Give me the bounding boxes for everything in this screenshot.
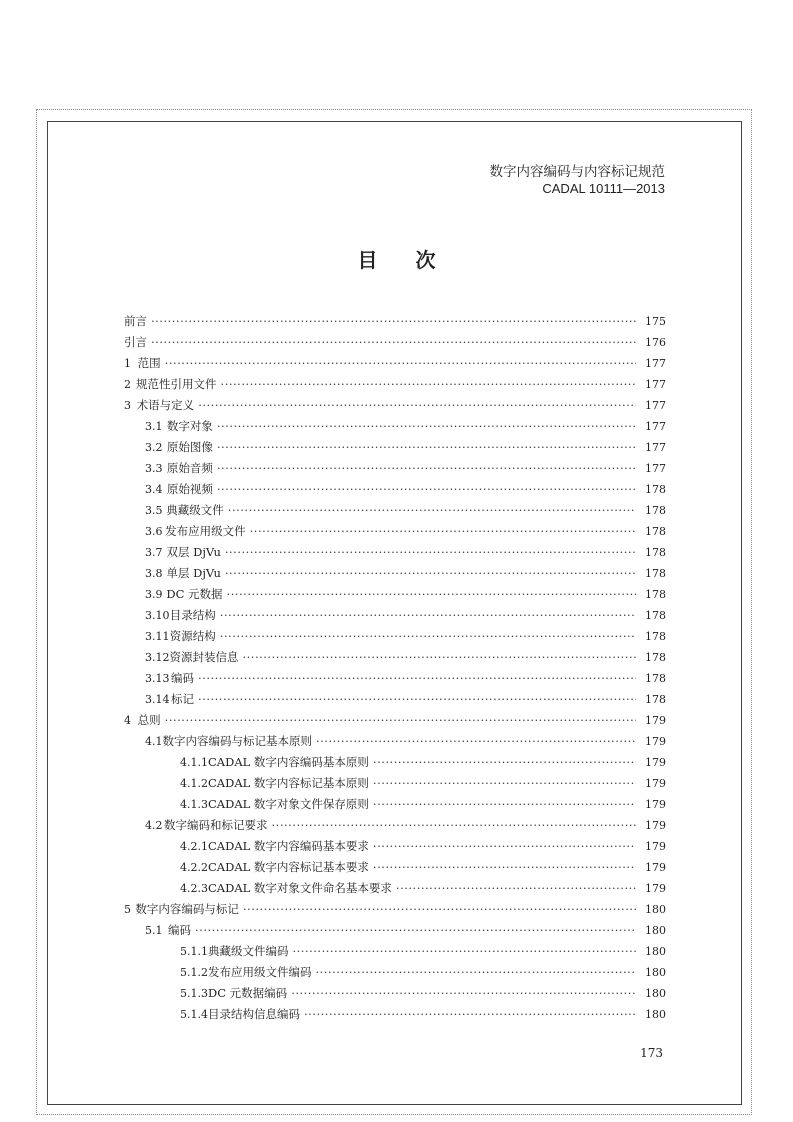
toc-entry-title: CADAL 数字对象文件命名基本要求: [208, 881, 392, 895]
toc-entry-page: 179: [645, 756, 666, 769]
toc-entry[interactable]: [124, 626, 666, 647]
toc-entry-title: 单层 DjVu: [166, 566, 221, 580]
toc-entry-number: 4: [124, 714, 131, 727]
toc-entry-title: 资源封装信息: [169, 650, 239, 664]
toc-entry-page: 179: [645, 735, 666, 748]
toc-entry-page: 177: [645, 462, 666, 475]
toc-entry-title: 发布应用级文件: [165, 524, 246, 538]
toc-entry-number: 5.1.2: [180, 966, 208, 979]
toc-entry-page: 177: [645, 357, 666, 370]
toc-entry-title: CADAL 数字内容标记基本原则: [208, 776, 369, 790]
dot-leader: [243, 899, 636, 920]
toc-entry-page: 180: [645, 924, 666, 937]
dot-leader: [227, 584, 636, 605]
toc-entry-page: 177: [645, 441, 666, 454]
toc-entry[interactable]: [124, 983, 666, 1004]
table-of-contents: [124, 311, 666, 1025]
toc-entry-number: 2: [124, 378, 131, 391]
dot-leader: [165, 710, 636, 731]
dot-leader: [316, 962, 637, 983]
toc-entry-title: 发布应用级文件编码: [208, 965, 312, 979]
toc-entry-title: 术语与定义: [136, 398, 195, 412]
toc-entry[interactable]: [124, 752, 666, 773]
toc-entry-number: 3.13: [145, 672, 170, 685]
toc-entry-page: 177: [645, 378, 666, 391]
standard-code: CADAL 10111—2013: [542, 181, 665, 196]
dot-leader: [198, 668, 636, 689]
toc-entry-title: 原始图像: [166, 440, 213, 454]
toc-entry-title: 典藏级文件: [166, 503, 224, 517]
dot-leader: [304, 1004, 636, 1025]
toc-entry-title: 规范性引用文件: [136, 377, 217, 391]
page-number: 173: [640, 1046, 663, 1060]
toc-entry-page: 180: [645, 945, 666, 958]
dot-leader: [373, 794, 636, 815]
toc-entry[interactable]: [124, 332, 666, 353]
toc-entry-number: 4.1.1: [180, 756, 208, 769]
toc-entry-page: 178: [645, 630, 666, 643]
dot-leader: [198, 395, 636, 416]
toc-entry-number: 3: [124, 399, 131, 412]
toc-entry-page: 179: [645, 861, 666, 874]
toc-entry[interactable]: [124, 479, 666, 500]
toc-entry-title: CADAL 数字内容编码基本要求: [208, 839, 369, 853]
toc-entry[interactable]: [124, 458, 666, 479]
toc-entry[interactable]: [124, 836, 666, 857]
toc-entry-page: 180: [645, 987, 666, 1000]
toc-entry-number: 4.2.3: [180, 882, 208, 895]
toc-entry-number: 4.1.3: [180, 798, 208, 811]
toc-entry-title: 数字内容编码与标记基本原则: [162, 734, 312, 748]
toc-entry-title: 编码: [168, 923, 192, 937]
dot-leader: [293, 941, 637, 962]
toc-entry-number: 3.10: [145, 609, 170, 622]
toc-entry[interactable]: [124, 878, 666, 899]
toc-entry-number: 4.2: [145, 819, 163, 832]
toc-entry-number: 3.7: [145, 546, 163, 559]
toc-entry-number: 5: [124, 903, 131, 916]
standard-title: 数字内容编码与内容标记规范: [489, 164, 665, 180]
toc-entry-number: 1: [124, 357, 131, 370]
toc-entry-page: 178: [645, 525, 666, 538]
toc-entry-page: 177: [645, 420, 666, 433]
toc-entry-number: 3.14: [145, 693, 170, 706]
toc-entry-page: 179: [645, 840, 666, 853]
toc-entry[interactable]: [124, 794, 666, 815]
toc-entry-page: 178: [645, 546, 666, 559]
toc-entry-number: 3.11: [145, 630, 170, 643]
toc-entry[interactable]: [124, 710, 666, 731]
toc-entry-number: 4.2.1: [180, 840, 208, 853]
toc-entry-page: 178: [645, 483, 666, 496]
toc-entry-number: 5.1: [145, 924, 163, 937]
toc-entry[interactable]: [124, 311, 666, 332]
toc-entry[interactable]: [124, 416, 666, 437]
toc-entry[interactable]: [124, 899, 666, 920]
toc-entry-title: 原始视频: [166, 482, 213, 496]
toc-entry-page: 180: [645, 903, 666, 916]
toc-entry[interactable]: [124, 374, 666, 395]
dot-leader: [272, 815, 636, 836]
toc-entry-page: 178: [645, 651, 666, 664]
dot-leader: [165, 353, 636, 374]
toc-entry-page: 178: [645, 504, 666, 517]
dot-leader: [220, 626, 636, 647]
toc-entry-page: 179: [645, 819, 666, 832]
toc-entry-title: 原始音频: [166, 461, 213, 475]
dot-leader: [217, 479, 636, 500]
dot-leader: [151, 311, 636, 332]
toc-entry[interactable]: [124, 857, 666, 878]
toc-entry-number: 5.1.1: [180, 945, 208, 958]
toc-entry-number: 5.1.4: [180, 1008, 208, 1021]
toc-entry-title: 数字对象: [166, 419, 213, 433]
dot-leader: [373, 836, 636, 857]
toc-entry[interactable]: [124, 521, 666, 542]
toc-entry-number: 4.2.2: [180, 861, 208, 874]
toc-entry[interactable]: [124, 1004, 666, 1025]
dot-leader: [250, 521, 636, 542]
toc-entry-title: DC 元数据编码: [208, 986, 288, 1000]
toc-entry[interactable]: [124, 584, 666, 605]
toc-entry-number: 3.6: [145, 525, 163, 538]
toc-entry-title: 数字内容编码与标记: [135, 902, 239, 916]
toc-entry-page: 180: [645, 1008, 666, 1021]
dot-leader: [243, 647, 637, 668]
toc-entry-number: 3.9: [145, 588, 163, 601]
toc-entry-page: 179: [645, 798, 666, 811]
toc-entry-title: 目录结构: [169, 608, 216, 622]
toc-entry-number: 3.12: [145, 651, 170, 664]
toc-entry-title: 范围: [137, 356, 161, 370]
dot-leader: [396, 878, 636, 899]
toc-entry[interactable]: [124, 563, 666, 584]
toc-entry[interactable]: [124, 668, 666, 689]
toc-entry[interactable]: [124, 773, 666, 794]
toc-entry-page: 179: [645, 777, 666, 790]
toc-entry-title: 标记: [171, 692, 195, 706]
toc-entry-title: 总则: [137, 713, 161, 727]
dot-leader: [225, 563, 636, 584]
dot-leader: [291, 983, 636, 1004]
dot-leader: [225, 542, 636, 563]
toc-heading: 目次: [357, 248, 474, 272]
dot-leader: [151, 332, 636, 353]
toc-entry-title: 典藏级文件编码: [208, 944, 289, 958]
toc-entry-page: 178: [645, 588, 666, 601]
dot-leader: [220, 605, 636, 626]
toc-entry-page: 178: [645, 693, 666, 706]
toc-entry[interactable]: [124, 353, 666, 374]
toc-entry-title: 引言: [124, 335, 147, 349]
dot-leader: [198, 689, 636, 710]
toc-entry[interactable]: [124, 542, 666, 563]
dot-leader: [217, 458, 636, 479]
toc-entry-number: 3.5: [145, 504, 163, 517]
toc-entry-number: 5.1.3: [180, 987, 208, 1000]
dot-leader: [373, 752, 636, 773]
toc-entry-title: 目录结构信息编码: [208, 1007, 300, 1021]
toc-entry-number: 3.1: [145, 420, 163, 433]
toc-entry-page: 180: [645, 966, 666, 979]
toc-entry[interactable]: [124, 920, 666, 941]
dot-leader: [217, 416, 636, 437]
toc-entry-page: 177: [645, 399, 666, 412]
toc-entry[interactable]: [124, 941, 666, 962]
toc-entry-title: CADAL 数字内容标记基本要求: [208, 860, 369, 874]
toc-entry-page: 176: [645, 336, 666, 349]
dot-leader: [217, 437, 636, 458]
toc-entry[interactable]: [124, 500, 666, 521]
toc-entry-title: 资源结构: [169, 629, 216, 643]
toc-entry-number: 3.3: [145, 462, 163, 475]
toc-entry-title: 数字编码和标记要求: [164, 818, 268, 832]
toc-entry-page: 179: [645, 714, 666, 727]
toc-entry-title: 双层 DjVu: [166, 545, 221, 559]
toc-entry-title: 前言: [124, 314, 147, 328]
toc-entry-title: 编码: [171, 671, 195, 685]
toc-entry[interactable]: [124, 647, 666, 668]
toc-entry[interactable]: [124, 395, 666, 416]
dot-leader: [316, 731, 636, 752]
toc-entry[interactable]: [124, 689, 666, 710]
toc-entry[interactable]: [124, 437, 666, 458]
toc-entry-number: 4.1: [145, 735, 163, 748]
dot-leader: [373, 857, 636, 878]
toc-entry[interactable]: [124, 815, 666, 836]
toc-entry-title: CADAL 数字内容编码基本原则: [208, 755, 369, 769]
toc-entry-page: 178: [645, 672, 666, 685]
toc-entry-page: 179: [645, 882, 666, 895]
toc-entry[interactable]: [124, 731, 666, 752]
toc-entry-page: 178: [645, 609, 666, 622]
toc-entry-page: 178: [645, 567, 666, 580]
toc-entry[interactable]: [124, 962, 666, 983]
toc-entry-title: CADAL 数字对象文件保存原则: [208, 797, 369, 811]
toc-entry-number: 4.1.2: [180, 777, 208, 790]
dot-leader: [195, 920, 636, 941]
dot-leader: [221, 374, 636, 395]
toc-entry[interactable]: [124, 605, 666, 626]
toc-entry-number: 3.4: [145, 483, 163, 496]
dot-leader: [228, 500, 636, 521]
toc-entry-number: 3.2: [145, 441, 163, 454]
toc-entry-title: DC 元数据: [166, 587, 223, 601]
toc-entry-number: 3.8: [145, 567, 163, 580]
toc-entry-page: 175: [645, 315, 666, 328]
dot-leader: [373, 773, 636, 794]
